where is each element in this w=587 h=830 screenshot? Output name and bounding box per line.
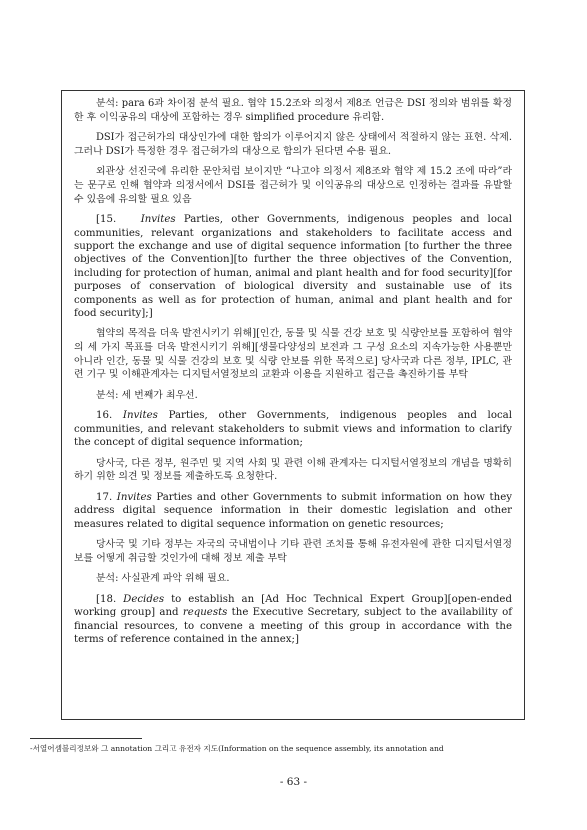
dsi-access-note: DSI가 접근허가의 대상인가에 대한 합의가 이루어지지 않은 상태에서 적절하지 않는 표현. 삭제. 그러나 DSI가 특정한 경우 접근허가의 대상으로 합의가 된다면 수용 필요.	[74, 132, 512, 157]
footnote-divider	[30, 738, 142, 739]
footnote: -서열어셈블리정보와 그 annotation 그리고 유전자 지도(Information on the sequence assembly, its annotation and	[30, 744, 444, 753]
analysis-17: 분석: 사실관계 파악 위해 필요.	[96, 573, 230, 585]
analysis-para-6: 분석: para 6과 차이점 분석 필요. 협약 15.2조와 의정서 제8조 언급은 DSI 정의와 범위를 확정한 후 이익공유의 대상에 포함하는 경우 simplified procedure 유리함.	[74, 98, 512, 123]
content-box	[61, 90, 525, 720]
analysis-15: 분석: 세 번째가 최우선.	[96, 389, 198, 401]
paragraph-16: 16. Invites Parties, other Governments, indigenous peoples and local communities, and relevant stakeholders to submit views and information to clarify the concept of digital sequence information;	[74, 410, 512, 449]
paragraph-15-korean: 협약의 목적을 더욱 발전시키기 위해][인간, 동물 및 식물 건강 보호 및 식량안보를 포함하여 협약의 세 가지 목표를 더욱 발전시키기 위해][생물다양성의 보전과 그 구성 요소의 지속가능한 사용뿐만 아니라 인간, 동물 및 식물 건강의 보호 및 식량 안보를 위한 목적으로] 당사국과 다른 정부, IPLC, 관련 기구 및 이해관계자는 디지털서열정보의 교환과 이용을 지원하고 접근을 촉진하기를 부탁	[74, 328, 512, 381]
paragraph-16-korean: 당사국, 다른 정부, 원주민 및 지역 사회 및 관련 이해 관계자는 디지털서열정보의 개념을 명확히 하기 위한 의견 및 정보를 제출하도록 요청한다.	[74, 457, 512, 483]
developed-country-note: 외관상 선진국에 유리한 문안처럼 보이지만 “나고야 의정서 제8조와 협약 제 15.2 조에 따라”라는 문구로 인해 협약과 의정서에서 DSI를 접근허가 및 이익공유의 대상으로 인정하는 결과를 유발할 수 있음에 유의할 필요 있음	[74, 166, 512, 205]
paragraph-18: [18. Decides to establish an [Ad Hoc Technical Expert Group][open-ended working group] and requests the Executive Secretary, subject to the availability of financial resources, to convene a meeting of this group in accordance with the terms of reference contained in the annex;]	[74, 593, 512, 645]
paragraph-17-korean: 당사국 및 기타 정부는 자국의 국내법이나 기타 관련 조치를 통해 유전자원에 관한 디지털서열정보를 어떻게 취급할 것인가에 대해 정보 제출 부탁	[74, 539, 512, 564]
paragraph-15: [15. Invites Parties, other Governments, indigenous peoples and local communities, relevant organizations and stakeholders to facilitate access and support the exchange and use of digital sequence information [to further the three objectives of the Convention][to further the three objectives of the Convention, including for protection of human, animal and plant health and for food security][for purposes of conservation of biological diversity and sustainable use of its components as well as for protection of human, animal and plant health and for food security];]	[74, 214, 512, 319]
paragraph-17: 17. Invites Parties and other Governments to submit information on how they address digital sequence information in their domestic legislation and other measures related to digital sequence information on genetic resources;	[74, 491, 512, 530]
page-number: - 63 -	[279, 776, 308, 788]
